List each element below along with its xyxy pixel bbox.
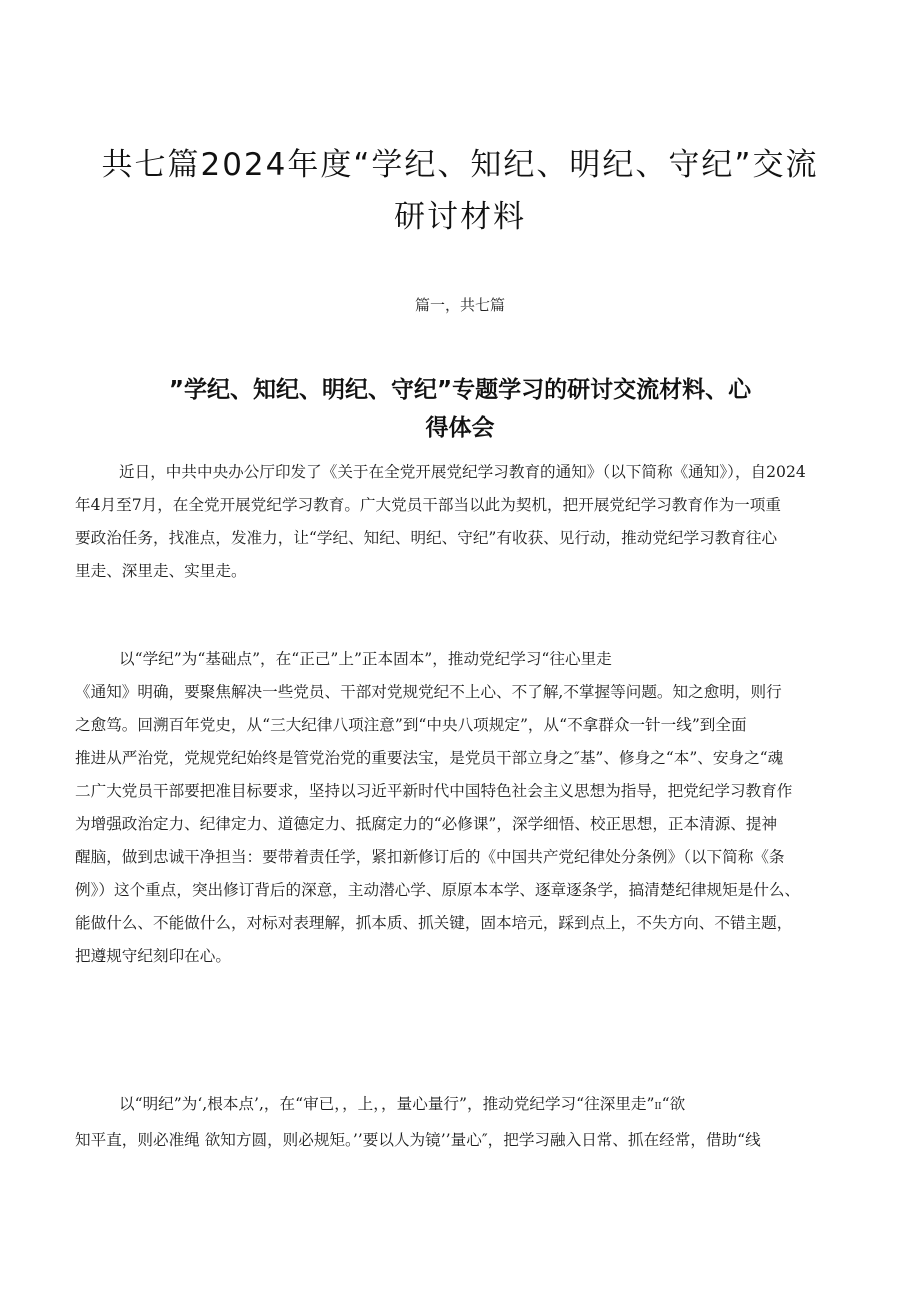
text-line: 年4月至7月，在全党开展党纪学习教育。广大党员干部当以此为契机，把开展党纪学习教育作为一项重 [75,496,781,514]
text-line: 推进从严治党，党规党纪始终是管党治党的重要法宝，是党员干部立身之″基”、修身之“本”、安身之“魂 [75,749,784,767]
text-line: 之愈笃。回溯百年党史，从“三大纪律八项注意”到“中央八项规定”，从“不拿群众一针一线”到全面 [75,716,747,734]
text-line: 《通知》明确，要聚焦解决一些党员、干部对党规党纪不上心、不了解,不掌握等问题。知之愈明，则行 [75,683,782,701]
text-line: 里走、深里走、实里走。 [75,562,247,580]
text-line: 近日，中共中央办公厅印发了《关于在全党开展党纪学习教育的通知》（以下简称《通知》），自2024 [119,463,806,481]
title-line: 研讨材料 [394,198,526,235]
document-title [80,139,840,243]
text-line: 二广大党员干部要把准目标要求，坚持以习近平新时代中国特色社会主义思想为指导，把党纪学习教育作 [75,782,793,800]
section-label: 篇一，共七篇 [414,296,505,314]
text-line: 把遵规守纪刻印在心。 [75,947,231,965]
text-line: 以“学纪”为“基础点”，在“正己”上”正本固本”，推动党纪学习“往心里走 [119,650,612,668]
text-segment: “欲 [661,1095,686,1113]
subtitle-line: 得体会 [425,415,495,442]
text-segment: 以“明纪”为‘,根本点’,，在“审已，，上，，量心量行”，推动党纪学习“往深里走” [119,1095,655,1113]
paragraph-xueji [75,643,857,973]
paragraph-mingji [75,1088,857,1157]
text-line: 能做什么、不能做什么，对标对表理解，抓本质、抓关键，固本培元，踩到点上，不失方向、不错主题， [75,914,793,932]
text-line: 要政治任务，找准点，发准力，让“学纪、知纪、明纪、守纪”有收获、见行动，推动党纪学习教育往心 [75,529,778,547]
section-subtitle [100,371,820,447]
text-line: 醒脑，做到忠诚干净担当：要带着责任学，紧扣新修订后的《中国共产党纪律处分条例》（以下简称《条 [75,848,785,866]
paragraph-intro [75,456,857,588]
text-line: 为增强政治定力、纪律定力、道德定力、抵腐定力的“必修课”，深学细悟、校正思想，正本清源、提神 [75,815,778,833]
text-line: 例》）这个重点，突出修订背后的深意，主动潜心学、原原本本学、逐章逐条学，搞清楚纪律规矩是什么、 [75,881,801,899]
inline-mark: II [654,1102,662,1112]
text-line: 知平直，则必准绳 欲知方圆，则必规矩。’’要以人为镜’’量心″，把学习融入日常、抓在经常，借助“线 [75,1131,761,1149]
title-line: 共七篇2024年度“学纪、知纪、明纪、守纪”交流 [101,146,819,183]
subtitle-line: ”学纪、知纪、明纪、守纪”专题学习的研讨交流材料、心 [168,377,752,404]
text-line [75,1088,857,1124]
